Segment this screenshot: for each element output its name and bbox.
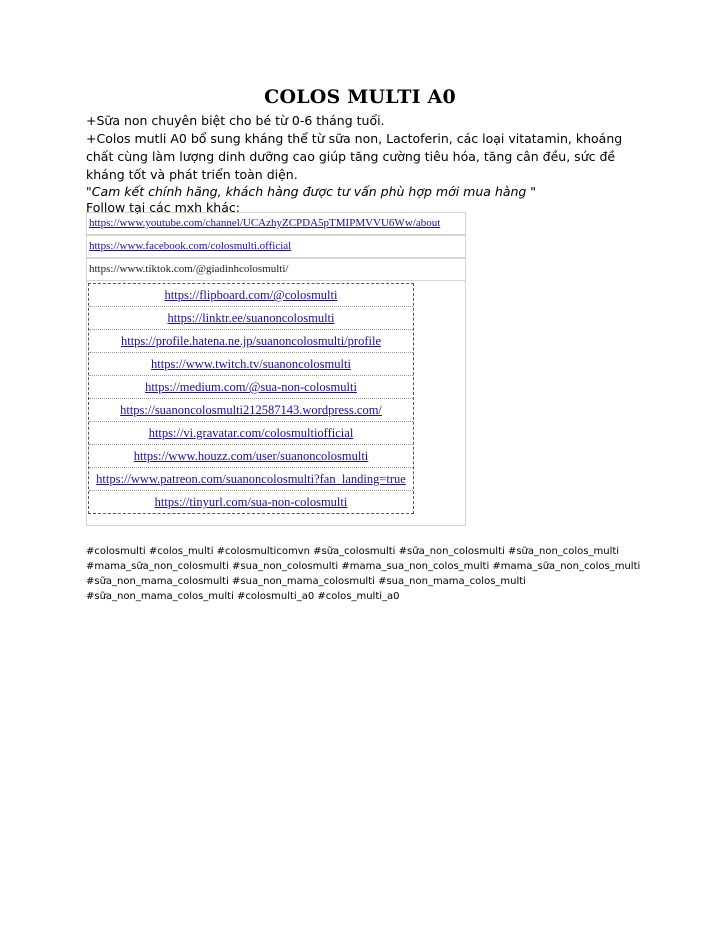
guarantee-quote: "Cam kết chính hãng, khách hàng được tư vấn phù hợp mới mua hàng " (86, 184, 537, 199)
page-title: COLOS MULTI A0 (264, 86, 456, 108)
flipboard-link[interactable]: https://flipboard.com/@colosmulti (164, 288, 338, 302)
inner-link-row (89, 491, 413, 513)
hashtags: #colosmulti #colos_multi #colosmulticomvn #sữa_colosmulti #sữa_non_colosmulti #sữa_non_colos_multi #mama_sữa_non_colosmulti #sua_non_colosmulti #mama_sua_non_colos_multi #mama_sữa_non_colos_multi #sữa_non_mama_colosmulti #sua_non_mama_colosmulti #sua_non_mama_colos_multi #sữa_non_mama_colos_multi #colosmulti_a0 #colos_multi_a0 (86, 546, 641, 602)
link-row-tiktok (86, 258, 466, 281)
inner-link-row (89, 468, 413, 491)
inner-links-table (88, 283, 414, 514)
twitch-link[interactable]: https://www.twitch.tv/suanoncolosmulti (151, 357, 351, 371)
inner-link-row (89, 376, 413, 399)
inner-link-row (89, 445, 413, 468)
inner-link-row (89, 284, 413, 307)
houzz-link[interactable]: https://www.houzz.com/user/suanoncolosmulti (133, 449, 369, 463)
tinyurl-link[interactable]: https://tinyurl.com/sua-non-colosmulti (154, 495, 348, 509)
wordpress-link[interactable]: https://suanoncolosmulti212587143.wordpress.com/ (120, 403, 382, 417)
intro-line-2: +Colos mutli A0 bổ sung kháng thể từ sữa non, Lactoferin, các loại vitatamin, khoáng chất cùng làm lượng dinh dưỡng cao giúp tăng cường tiêu hóa, tăng cân đều, sức đề kháng tốt và phát triển toàn diện. (86, 131, 623, 182)
tiktok-link: https://www.tiktok.com/@giadinhcolosmulti/ (89, 263, 289, 275)
inner-link-row (89, 399, 413, 422)
linktree-link[interactable]: https://linktr.ee/suanoncolosmulti (167, 311, 335, 325)
link-row-youtube (86, 212, 466, 235)
inner-link-row (89, 422, 413, 445)
gravatar-link[interactable]: https://vi.gravatar.com/colosmultiofficial (148, 426, 354, 440)
inner-link-row (89, 330, 413, 353)
inner-link-row (89, 353, 413, 376)
youtube-link[interactable]: https://www.youtube.com/channel/UCAzhyZCPDA5pTMIPMVVU6Ww/about (89, 217, 441, 229)
patreon-link[interactable]: https://www.patreon.com/suanoncolosmulti?fan_landing=true (96, 472, 406, 486)
facebook-link[interactable]: https://www.facebook.com/colosmulti.official (89, 240, 292, 252)
intro-line-1: +Sữa non chuyên biệt cho bé từ 0-6 tháng tuổi. (86, 113, 385, 128)
inner-link-row (89, 307, 413, 330)
link-row-facebook (86, 235, 466, 258)
hatena-link[interactable]: https://profile.hatena.ne.jp/suanoncolosmulti/profile (120, 334, 382, 348)
follow-label: Follow tại các mxh khác: (86, 200, 240, 215)
medium-link[interactable]: https://medium.com/@sua-non-colosmulti (145, 380, 357, 394)
